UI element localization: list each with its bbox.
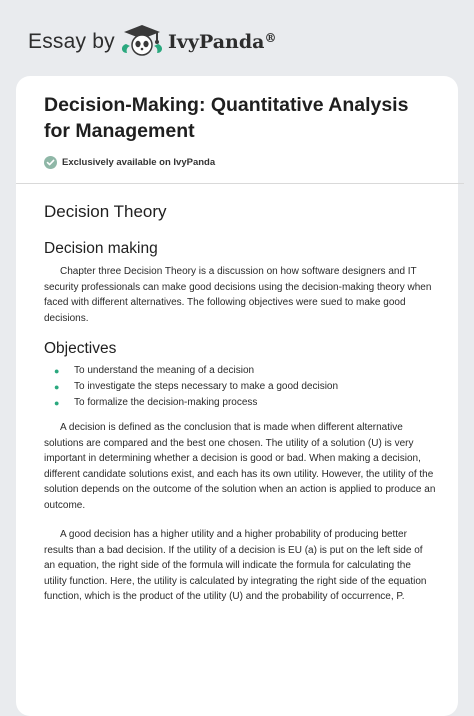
title-line-1: Decision-Making: Quantitative Analysis [44, 94, 409, 116]
bullet-icon: ● [54, 398, 60, 408]
objectives-list [44, 364, 436, 410]
list-item [44, 396, 436, 410]
title-line-2: for Management [44, 120, 195, 142]
text-line: faced with different alternatives. The following objectives were sued to make good [44, 297, 406, 308]
text-line: produce an outcome. [44, 484, 436, 511]
section-heading: Decision Theory [44, 202, 167, 221]
essay-content [44, 92, 436, 605]
text-line: Chapter three Decision Theory is a discussion on how software designers and IT [60, 266, 417, 277]
essay-card [16, 76, 458, 716]
bullet-icon: ● [54, 366, 60, 376]
text-line: security professionals can make good decisions using the decision-making theory when [44, 281, 432, 293]
text-line: an equation, the right side of the formula will indicate the formula for calculating the [44, 560, 411, 571]
site-header [0, 0, 474, 76]
objectives-heading: Objectives [44, 340, 117, 357]
list-item [44, 364, 436, 378]
text-line: function, which is the product of the utility (U) and the probability of occurrence, P. [44, 591, 405, 602]
text-line: results than a bad decision. If the utility of a decision is EU (a) is put on the left side of [44, 544, 423, 556]
check-circle-icon [44, 156, 57, 169]
list-item [44, 380, 436, 394]
subheading-decision-making: Decision making [44, 240, 158, 257]
panda-graduation-cap-icon [118, 22, 164, 58]
exclusive-badge-text: Exclusively available on IvyPanda [62, 156, 216, 168]
paragraph-decision-definition [44, 420, 436, 513]
intro-paragraph [44, 264, 436, 326]
paragraph-good-decision [44, 527, 436, 605]
text-line: utility function. Here, the utility is calculated by integrating the right side of the equation [44, 575, 427, 587]
text-line: A good decision has a higher utility and a higher probability of producing better [60, 529, 407, 540]
text-line: A decision is defined as the conclusion that is made when different alternative [60, 422, 403, 433]
text-line: solutions are compared and the best one chosen. The utility of a solution (U) is very [44, 437, 414, 449]
text-line: important in determining whether a decision is good or bad. When making a decision, [44, 453, 421, 464]
brand-name: IvyPanda® [168, 31, 277, 53]
essay-by-label: Essay by [28, 30, 115, 53]
list-item-text: To understand the meaning of a decision [74, 365, 255, 376]
ivypanda-logo[interactable] [118, 22, 278, 58]
text-line: decisions. [44, 312, 89, 324]
list-item-text: To investigate the steps necessary to make a good decision [74, 381, 339, 392]
title-divider [16, 183, 464, 184]
essay-title [44, 92, 436, 144]
list-item-text: To formalize the decision-making process [74, 397, 258, 408]
text-line: the solution depends on the outcome of the solution when an action is applied to [44, 468, 434, 495]
text-line: different candidate solutions exist, and each has its own utility. However, the utility of [44, 468, 417, 480]
trademark-symbol: ® [264, 31, 277, 45]
bullet-icon: ● [54, 382, 60, 392]
exclusive-badge [44, 153, 436, 171]
